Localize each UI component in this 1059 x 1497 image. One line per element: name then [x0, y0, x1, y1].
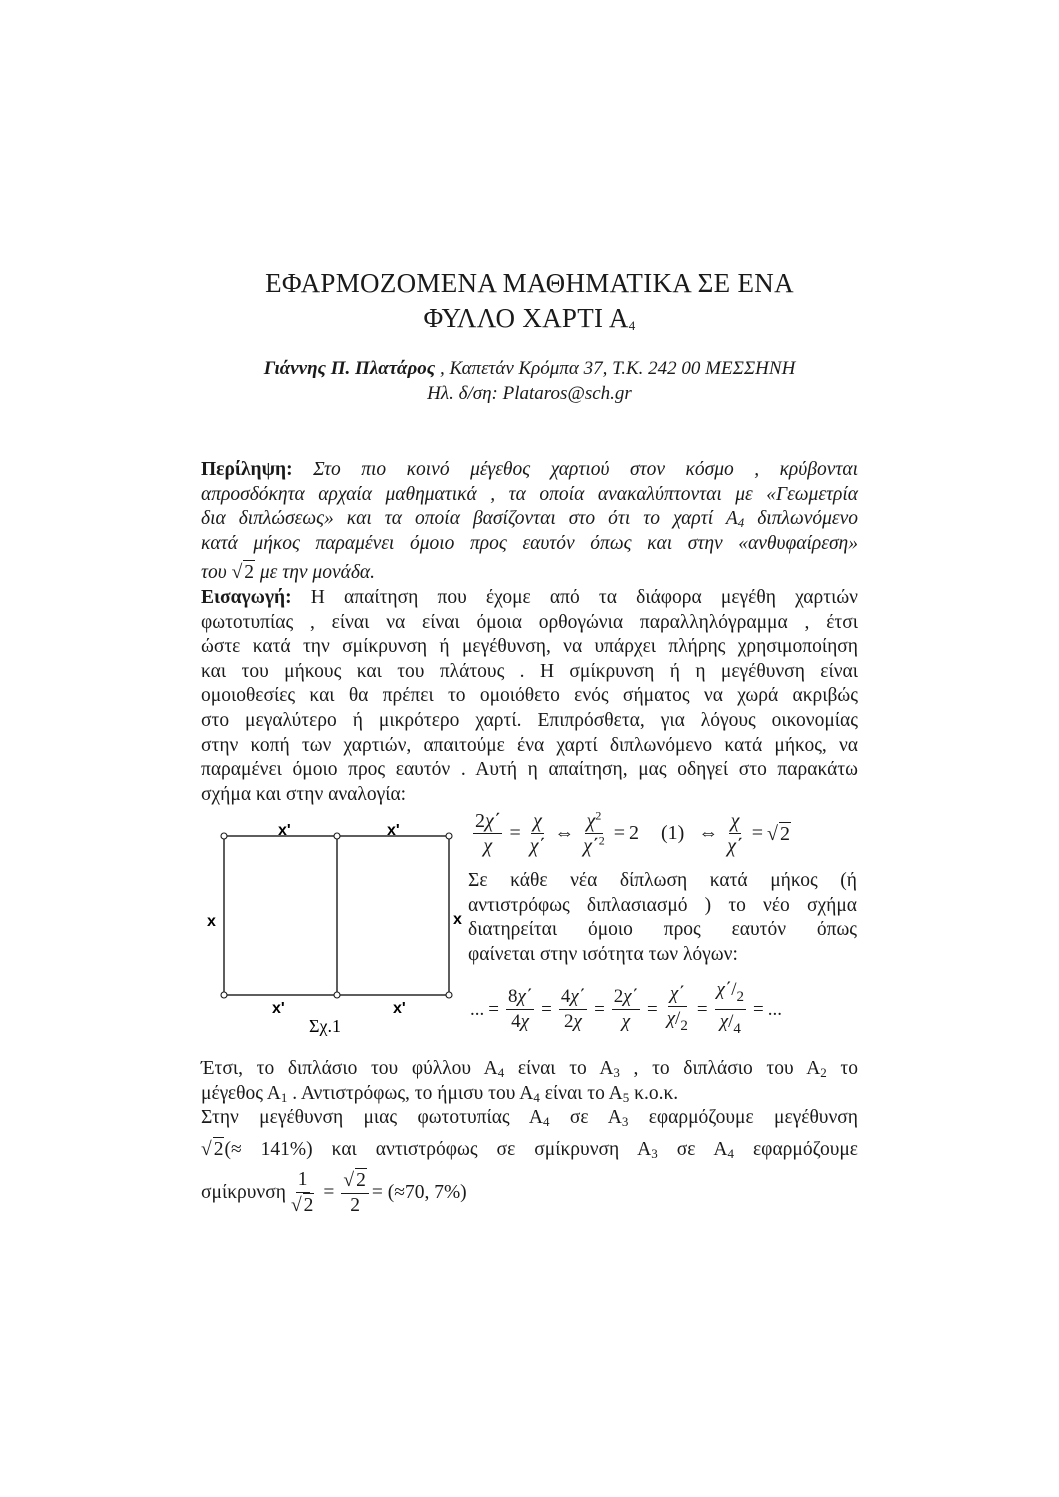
sqrt-symbol: √ 2	[343, 1170, 366, 1191]
chain-num: 4	[733, 1021, 741, 1037]
abstract-line	[201, 560, 858, 585]
eq-chi: χ	[533, 810, 542, 832]
reduction-formula	[201, 1168, 467, 1218]
eq-chi: χ	[573, 1011, 582, 1032]
closing-text: , το διπλάσιο του Α	[619, 1058, 821, 1079]
closing-text: είναι το Α	[504, 1058, 614, 1079]
eq-equals: =	[488, 998, 499, 1020]
closing-text: σε Α	[657, 1138, 728, 1160]
closing-sub: 3	[613, 1065, 620, 1080]
eq-equals: =	[696, 998, 708, 1020]
equation-tag: (1)	[660, 822, 685, 844]
title-line-2-text: ΦΥΛΛΟ ΧΑΡΤΙ Α	[423, 303, 629, 333]
abstract-line	[201, 507, 858, 532]
eq-equals: =	[646, 998, 658, 1020]
label-top-left: x'	[278, 822, 291, 839]
eq-equals: =	[594, 998, 605, 1020]
closing-text: το	[826, 1058, 859, 1079]
eq-equals: =	[613, 822, 625, 844]
closing-text: σμίκρυνση	[201, 1182, 286, 1203]
intro-line: παραμένει όμοιο προς εαυτόν . Αυτή η απαίτηση, μας οδηγεί στο παρακάτω	[201, 759, 858, 781]
eq-equals: =	[753, 998, 764, 1020]
side-text	[468, 869, 857, 967]
ratio-chain	[470, 978, 782, 1041]
eq-chi-prime: χ΄	[583, 835, 599, 857]
intro-line: φωτοτυπίας , είναι να είναι όμοια ορθογώνια παραλληλόγραμμα , έτσι	[201, 611, 858, 633]
figure-caption: Σχ.1	[309, 1016, 341, 1036]
eq-two: 2	[475, 810, 485, 832]
eq-square: 2	[598, 833, 605, 848]
sqrt-symbol: √ 2	[767, 822, 791, 845]
intro-line: ώστε κατά την σμίκρυνση ή μεγέθυνση, να υπάρχει πλήρης χρησιμοποίηση	[201, 636, 858, 658]
title-line-1: ΕΦΑΡΜΟΖΟΜΕΝΑ ΜΑΘΗΜΑΤΙΚΑ ΣΕ ΕΝΑ	[265, 268, 794, 298]
chain-num: 2	[736, 989, 745, 1005]
intro-line: στην κοπή των χαρτιών, απαιτούμε ένα χαρτί διπλωνόμενο κατά μήκος, να	[201, 734, 858, 756]
abstract-sub: 4	[737, 515, 745, 531]
abstract-text: Στο πιο κοινό μέγεθος χαρτιού στον κόσμο , κρύβονται	[292, 459, 858, 480]
eq-chi-prime: χ΄	[570, 986, 586, 1007]
closing-text: εφαρμόζουμε	[733, 1138, 858, 1160]
closing-text: σε Α	[549, 1107, 622, 1129]
corner-dot	[446, 833, 452, 839]
fraction	[559, 985, 587, 1034]
side-text-line: φαίνεται στην ισότητα των λόγων:	[468, 943, 738, 965]
chain-num: 2	[564, 1011, 574, 1032]
chain-num: 2	[680, 1017, 688, 1034]
label-bottom-right: x'	[393, 1000, 406, 1017]
closing-text: Έτσι, το διπλάσιο του φύλλου Α	[201, 1058, 498, 1079]
closing-text: μέγεθος Α	[201, 1082, 281, 1104]
title-line-2	[0, 303, 1059, 334]
fraction	[581, 809, 606, 858]
label-bottom-left: x'	[272, 1000, 285, 1017]
sqrt-radicand: 2	[213, 1137, 225, 1163]
intro-line: στο μεγαλύτερο ή μικρότερο χαρτί. Επιπρόσθετα, για λόγους οικονομίας	[201, 709, 858, 731]
closing-line	[201, 1137, 858, 1162]
eq-chi: χ	[719, 1011, 729, 1032]
closing-text: και αντιστρόφως σε σμίκρυνση Α	[312, 1138, 652, 1160]
chain-num: 8	[507, 986, 518, 1007]
approx-symbol: ≈	[230, 1138, 242, 1160]
sqrt-symbol: √ 2	[201, 1137, 224, 1163]
fraction	[506, 985, 534, 1034]
intro-line: σχήμα και στην αναλογία:	[201, 783, 407, 805]
eq-equals: =	[751, 822, 764, 844]
closing-text: Στην μεγέθυνση μιας φωτοτυπίας Α	[201, 1107, 543, 1129]
closing-sub: 5	[622, 1089, 630, 1105]
closing-text: (	[224, 1138, 231, 1160]
abstract-line: κατά μήκος παραμένει όμοιο προς εαυτόν όπως και στην «ανθυφαίρεση»	[201, 532, 858, 554]
eq-equals: =	[323, 1182, 335, 1203]
abstract-line	[201, 458, 858, 483]
closing-sub: 4	[542, 1114, 550, 1130]
closing-text: 70, 7%)	[404, 1182, 467, 1203]
formula-one: 1	[296, 1168, 310, 1193]
fraction	[725, 809, 744, 858]
eq-square: 2	[595, 808, 602, 823]
fraction: $\frac{\chi΄/_2}{\chi/_4}$	[716, 979, 745, 1037]
chain-dots: ...	[470, 998, 485, 1020]
author-address: , Καπετάν Κρόμπα 37, Τ.Κ. 242 00 ΜΕΣΣΗΝΗ	[435, 358, 796, 379]
fraction	[341, 1168, 368, 1218]
approx-symbol: ≈	[394, 1182, 405, 1203]
fraction	[473, 809, 502, 858]
abstract-label: Περίληψη:	[201, 459, 293, 480]
chain-num: 4	[560, 986, 571, 1007]
eq-chi: χ	[621, 1011, 631, 1032]
abstract-text: δια διπλώσεως» και τα οποία βασίζονται στο ότι το χαρτί Α	[201, 508, 738, 530]
formula-two: 2	[350, 1195, 360, 1216]
closing-sub: 4	[497, 1065, 505, 1080]
chain-num: 4	[511, 1011, 521, 1032]
eq-chi: χ	[520, 1011, 529, 1032]
closing-sub: 1	[280, 1089, 288, 1105]
closing-sub: 4	[533, 1089, 540, 1105]
closing-sub: 2	[820, 1065, 827, 1080]
eq-chi-prime: χ΄	[517, 986, 533, 1007]
label-right-side: x	[453, 911, 462, 928]
sqrt-radicand: 2	[243, 560, 255, 586]
introduction	[201, 586, 858, 807]
intro-line: και του μήκους και του πλάτους . Η σμίκρυνση ή η μεγέθυνση είναι	[201, 660, 858, 682]
label-top-right: x'	[387, 822, 400, 839]
intro-line	[201, 586, 858, 611]
eq-chi-prime: χ΄	[485, 810, 501, 832]
eq-chi: χ	[483, 835, 493, 857]
sqrt-radicand: 2	[303, 1195, 314, 1216]
sqrt-symbol: √ 2	[232, 560, 255, 586]
corner-dot	[334, 992, 340, 998]
closing-line	[201, 1057, 858, 1082]
chain-dots: ...	[767, 998, 782, 1020]
intro-text: Η απαίτηση που έχομε από τα διάφορα μεγέθη χαρτιών	[291, 587, 858, 608]
eq-iff: ⇔	[698, 822, 719, 844]
eq-chi-prime: χ΄	[529, 835, 546, 857]
side-text-line: Σε κάθε νέα δίπλωση κατά μήκος (ή	[468, 870, 857, 891]
closing-line	[201, 1082, 858, 1107]
fraction: $\frac{\chi΄}{\chi/_2}$	[666, 982, 688, 1034]
label-left-side: x	[207, 913, 216, 930]
fraction	[528, 809, 547, 858]
intro-line: ομοιοθεσίες και θα πρέπει το ομοιόθετο ενός σήματος να χωρά ακριβώς	[201, 685, 858, 707]
corner-dot	[334, 833, 340, 839]
eq-chi-prime: χ΄	[668, 982, 687, 1007]
author-email: Ηλ. δ/ση: Plataros@sch.gr	[427, 383, 632, 404]
closing-paragraph	[201, 1057, 858, 1161]
intro-label: Εισαγωγή:	[201, 587, 292, 608]
eq-chi-prime: χ΄	[716, 979, 732, 1000]
closing-text: εφαρμόζουμε μεγέθυνση	[628, 1107, 858, 1129]
eq-chi: χ	[666, 1007, 676, 1029]
closing-text: . Αντιστρόφως, το ήμισυ του Α	[287, 1082, 534, 1104]
title-subscript: 4	[628, 318, 636, 333]
eq-chi: χ	[730, 810, 740, 832]
author-line	[0, 358, 1059, 380]
abstract-text: διπλωνόμενο	[744, 508, 858, 530]
figure-paper-diagram	[200, 815, 470, 1050]
corner-dot	[446, 992, 452, 998]
closing-sub: 4	[727, 1145, 734, 1161]
eq-equals: =	[541, 998, 552, 1020]
closing-text: 141%)	[241, 1138, 313, 1160]
closing-text: = (	[371, 1182, 395, 1203]
equation-1	[470, 809, 791, 858]
closing-sub: 3	[621, 1114, 629, 1130]
fraction	[612, 985, 640, 1034]
abstract	[201, 458, 858, 585]
closing-text: κ.ο.κ.	[629, 1082, 679, 1104]
author-name: Γιάννης Π. Πλατάρος	[263, 358, 436, 379]
sqrt-radicand: 2	[780, 822, 791, 845]
eq-chi: χ	[586, 810, 596, 832]
eq-chi-prime: χ΄	[727, 835, 743, 857]
abstract-text: του	[201, 562, 232, 584]
abstract-line: απροσδόκητα αρχαία μαθηματικά , τα οποία ανακαλύπτονται με «Γεωμετρία	[201, 483, 858, 505]
chain-num: 2	[613, 986, 624, 1007]
eq-chi-prime: χ΄	[623, 986, 638, 1007]
sqrt-symbol: √ 2	[290, 1195, 314, 1216]
side-text-line: διατηρείται όμοιο προς εαυτόν όπως	[468, 919, 857, 941]
corner-dot	[221, 992, 227, 998]
eq-two: 2	[628, 822, 639, 844]
eq-iff: ⇔	[554, 822, 575, 844]
closing-text: είναι το Α	[539, 1082, 623, 1104]
fraction	[289, 1168, 316, 1218]
eq-equals: =	[509, 822, 521, 844]
abstract-text: με την μονάδα.	[255, 562, 376, 584]
sqrt-radicand: 2	[356, 1170, 366, 1191]
closing-sub: 3	[651, 1145, 658, 1161]
corner-dot	[221, 833, 227, 839]
side-text-line: αντιστρόφως διπλασιασμό ) το νέο σχήμα	[468, 894, 857, 916]
closing-line	[201, 1106, 858, 1131]
